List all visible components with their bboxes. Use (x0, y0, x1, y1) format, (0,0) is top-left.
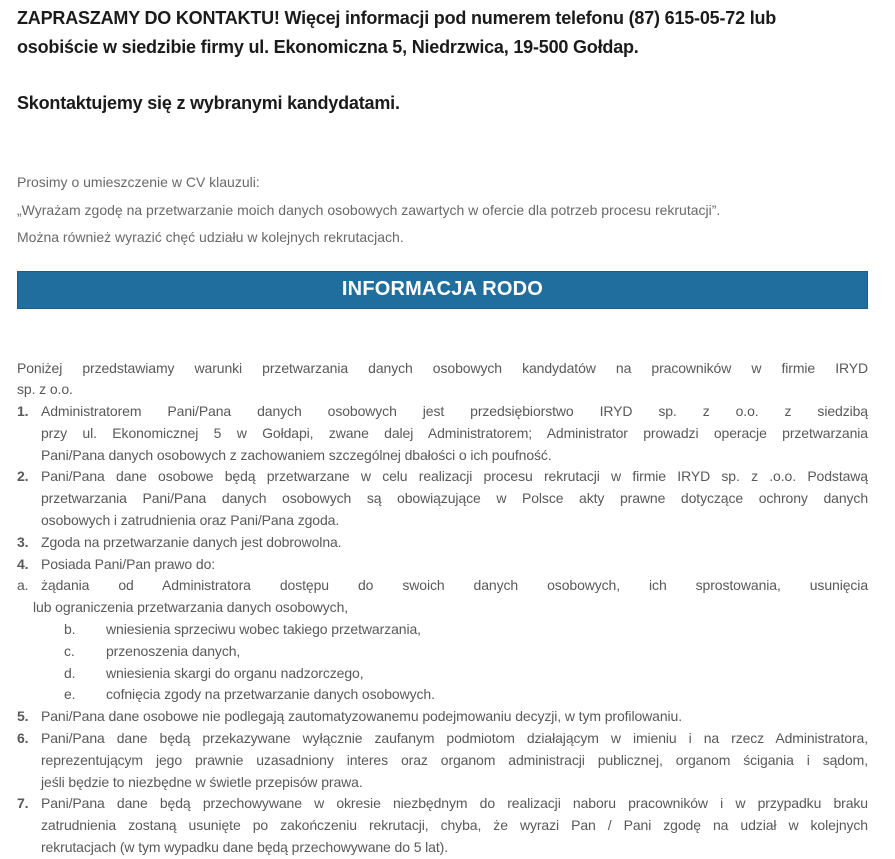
list-item-line: Administratorem Pani/Pana danych osobowych jest przedsiębiorstwo IRYD sp. z o.o. z siedzibą (41, 403, 868, 420)
invitation-line: ZAPRASZAMY DO KONTAKTU! Więcej informacji pod numerem telefonu (87) 615-05-72 lub (17, 8, 777, 28)
rodo-intro-line: Poniżej przedstawiamy warunki przetwarzania danych osobowych kandydatów na pracowników w firmie IRYD (17, 359, 868, 376)
list-item-line: Pani/Pana dane będą przechowywane w okresie niezbędnym do realizacji naboru pracowników i w przypadku braku (41, 795, 868, 812)
list-item-marker: b. (64, 621, 76, 638)
cv-clause-line: Prosimy o umieszczenie w CV klauzuli: (17, 174, 260, 190)
list-item-a (17, 575, 868, 619)
list-item-marker: 1. (17, 403, 29, 420)
list-item-line: Pani/Pana dane będą przekazywane wyłącznie zaufanym podmiotom działającym w imieniu i na rzecz Administratora, (41, 730, 868, 747)
list-item-line: wniesienia sprzeciwu wobec takiego przetwarzania, (106, 621, 421, 638)
list-item-line: cofnięcia zgody na przetwarzanie danych osobowych. (106, 686, 435, 703)
contact-note-heading: Skontaktujemy się z wybranymi kandydatami. (17, 93, 400, 113)
list-item-marker: d. (64, 664, 76, 681)
rodo-banner-title: INFORMACJA RODO (341, 278, 544, 300)
list-item-line: przenoszenia danych, (106, 642, 241, 659)
list-item-line: żądania od Administratora dostępu do swoich danych osobowych, ich sprostowania, usunięcia (41, 577, 868, 594)
list-item-marker: 5. (17, 708, 29, 725)
list-item-marker: e. (64, 686, 76, 703)
list-item-marker: 4. (17, 555, 29, 572)
list-item-line: reprezentującym jego prawnie uzasadniony interes oraz organom administracji publicznej, organom ścigania i sądom, (41, 751, 868, 768)
invitation-line: osobiście w siedzibie firmy ul. Ekonomiczna 5, Niedrzwica, 19-500 Gołdap. (17, 37, 639, 57)
list-item-marker: 3. (17, 533, 29, 550)
list-item-line: Posiada Pani/Pan prawo do: (41, 555, 216, 572)
list-item-marker: 7. (17, 795, 29, 812)
list-item-b (17, 619, 868, 641)
rodo-intro-line: sp. z o.o. (17, 381, 73, 398)
list-item-1 (17, 401, 868, 466)
list-item-line: wniesienia skargi do organu nadzorczego, (106, 664, 364, 681)
list-item-7 (17, 793, 868, 858)
list-item-line: rekrutacjach (w tym wypadku dane będą przechowywane do 5 lat). (41, 839, 449, 856)
list-item-3 (17, 532, 868, 554)
list-item-line: Pani/Pana dane osobowe będą przetwarzane w celu realizacji procesu rekrutacji w firmie IRYD sp. z .o.o. Podstawą (41, 468, 868, 485)
rodo-body (17, 358, 868, 859)
list-item-marker: 2. (17, 468, 29, 485)
list-item-e (17, 684, 868, 706)
list-item-line: Pani/Pana danych osobowych z zachowaniem szczególnej dbałości o ich poufność. (41, 446, 552, 463)
rodo-banner (17, 271, 868, 309)
list-item-d (17, 663, 868, 685)
list-item-line: Pani/Pana dane osobowe nie podlegają zautomatyzowanemu podejmowaniu decyzji, w tym profilowaniu. (41, 708, 683, 725)
cv-clause-line: Można również wyrazić chęć udziału w kolejnych rekrutacjach. (17, 229, 404, 245)
list-item-5 (17, 706, 868, 728)
cv-clause-line: „Wyrażam zgodę na przetwarzanie moich danych osobowych zawartych w ofercie dla potrzeb procesu rekrutacji”. (17, 201, 721, 218)
list-item-2 (17, 466, 868, 531)
list-item-line: osobowych i zatrudnienia oraz Pani/Pana zgoda. (41, 512, 340, 529)
list-item-marker: 6. (17, 730, 29, 747)
rodo-intro-paragraph (17, 358, 868, 402)
cv-clause-block (17, 169, 868, 252)
list-item-marker: c. (64, 642, 75, 659)
list-item-line: Zgoda na przetwarzanie danych jest dobrowolna. (41, 533, 342, 550)
list-item-line: przetwarzania Pani/Pana danych osobowych są obowiązujące w Polsce akty prawne dotyczące ochrony danych (41, 490, 868, 507)
list-item-marker: a. (17, 577, 29, 594)
list-item-c (17, 641, 868, 663)
list-item-line: lub ograniczenia przetwarzania danych osobowych, (33, 599, 349, 616)
list-item-line: przy ul. Ekonomicznej 5 w Gołdapi, zwane dalej Administratorem; Administrator prowadzi operacje przetwarzania (41, 424, 868, 441)
list-item-line: jeśli będzie to niezbędne w świetle przepisów prawa. (41, 773, 363, 790)
list-item-line: zatrudnienia zostaną usunięte po zakończeniu rekrutacji, chyba, że wyrazi Pan / Pani zgodę na udział w kolejnych (41, 817, 868, 834)
list-item-4 (17, 554, 868, 576)
list-item-6 (17, 728, 868, 793)
invitation-heading (17, 4, 868, 62)
